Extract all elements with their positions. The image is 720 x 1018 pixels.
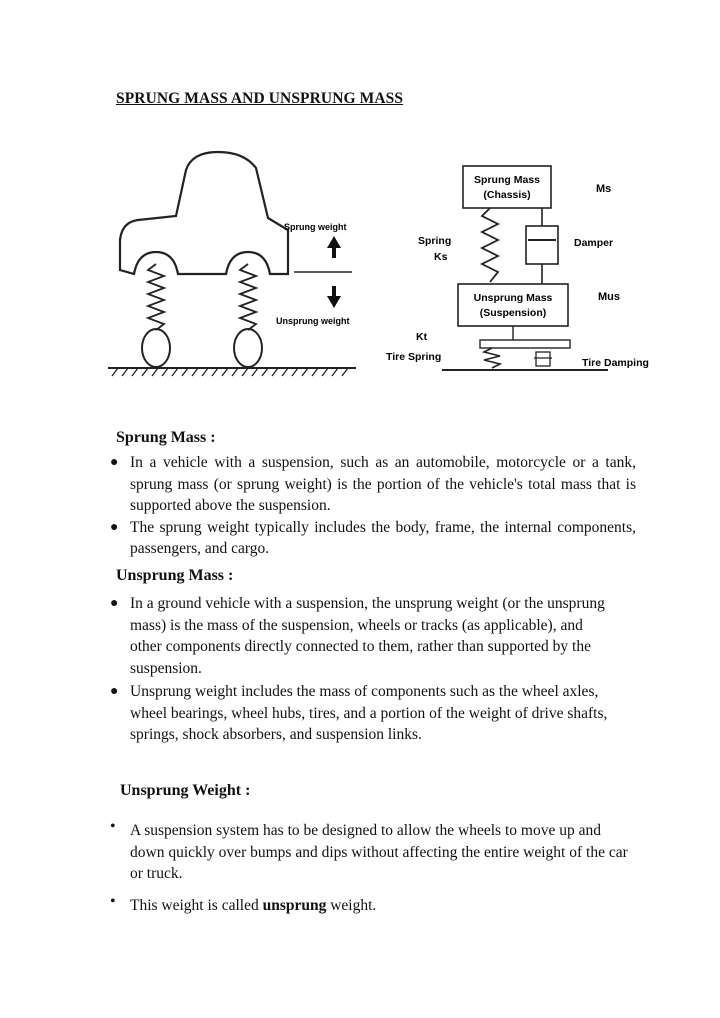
list-item: ● Unsprung weight includes the mass of components such as the wheel axles, wheel bearings, wheel hubs, tires, and a portion of the weight of drive shafts, springs, shock absorbers, and suspension links. <box>110 683 608 743</box>
list-item: ● In a vehicle with a suspension, such as an automobile, motorcycle or a tank, sprung mass (or sprung weight) is the portion of the vehicle's total mass that is supported above the suspension. <box>110 454 636 514</box>
left-wheel <box>142 329 170 367</box>
svg-text:Ms: Ms <box>596 183 612 195</box>
list-item: • This weight is called unsprung weight. <box>110 892 377 914</box>
left-spring <box>148 264 164 330</box>
unsprung-weight-label: Unsprung weight <box>276 316 350 326</box>
list-item: ● In a ground vehicle with a suspension, the unsprung weight (or the unsprung mass) is the mass of the suspension, wheels or tracks (as applicable), and other components directly connected to them, rather than supported by the suspension. <box>110 595 605 677</box>
damper-body <box>526 226 558 264</box>
svg-text:Damper: Damper <box>574 237 614 249</box>
bullet-icon: • <box>110 892 116 910</box>
section-heading-unsprung-weight: Unsprung Weight : <box>120 782 251 799</box>
tire-plate <box>480 340 570 348</box>
quarter-car-model-figure <box>372 160 672 385</box>
list-item: ● The sprung weight typically includes the body, frame, the internal components, passengers, and cargo. <box>110 518 636 557</box>
svg-text:Sprung Mass: Sprung Mass <box>474 174 540 186</box>
car-body-outline <box>120 152 288 274</box>
right-wheel <box>234 329 262 367</box>
suspension-spring <box>482 208 498 282</box>
bullet-icon: ● <box>110 455 119 470</box>
bullet-icon: ● <box>110 596 119 611</box>
ground-hatching <box>112 368 348 376</box>
tire-damper <box>536 352 550 366</box>
page-title: SPRUNG MASS AND UNSPRUNG MASS <box>116 90 404 107</box>
bullet-icon: ● <box>110 684 119 699</box>
unsprung-mass-box <box>458 284 568 326</box>
sprung-weight-label: Sprung weight <box>284 222 347 232</box>
arrow-down-icon <box>327 286 341 308</box>
unsprung-mass-list <box>108 593 618 746</box>
sprung-mass-box <box>463 166 551 208</box>
unsprung-weight-list <box>108 820 638 916</box>
svg-text:(Chassis): (Chassis) <box>483 189 531 201</box>
section-heading-unsprung-mass: Unsprung Mass : <box>116 567 234 584</box>
section-heading-sprung-mass: Sprung Mass : <box>116 429 216 446</box>
svg-text:Spring: Spring <box>418 235 452 247</box>
svg-text:Kt: Kt <box>416 331 428 343</box>
right-spring <box>240 264 256 330</box>
svg-text:Tire Spring: Tire Spring <box>386 351 442 363</box>
svg-text:(Suspension): (Suspension) <box>479 307 547 319</box>
tire-spring <box>484 348 500 368</box>
svg-text:Tire Damping: Tire Damping <box>582 357 649 369</box>
arrow-up-icon <box>327 236 341 258</box>
svg-text:Mus: Mus <box>598 291 620 303</box>
bullet-icon: • <box>110 818 116 835</box>
svg-text:Ks: Ks <box>434 251 448 263</box>
bullet-icon: ● <box>110 519 119 535</box>
svg-text:Unsprung Mass: Unsprung Mass <box>473 292 553 304</box>
sprung-mass-list <box>108 452 636 560</box>
car-suspension-figure <box>108 140 368 390</box>
list-item: • A suspension system has to be designed to allow the wheels to move up and down quickly over bumps and dips without affecting the entire weight of the car or truck. <box>110 818 628 882</box>
